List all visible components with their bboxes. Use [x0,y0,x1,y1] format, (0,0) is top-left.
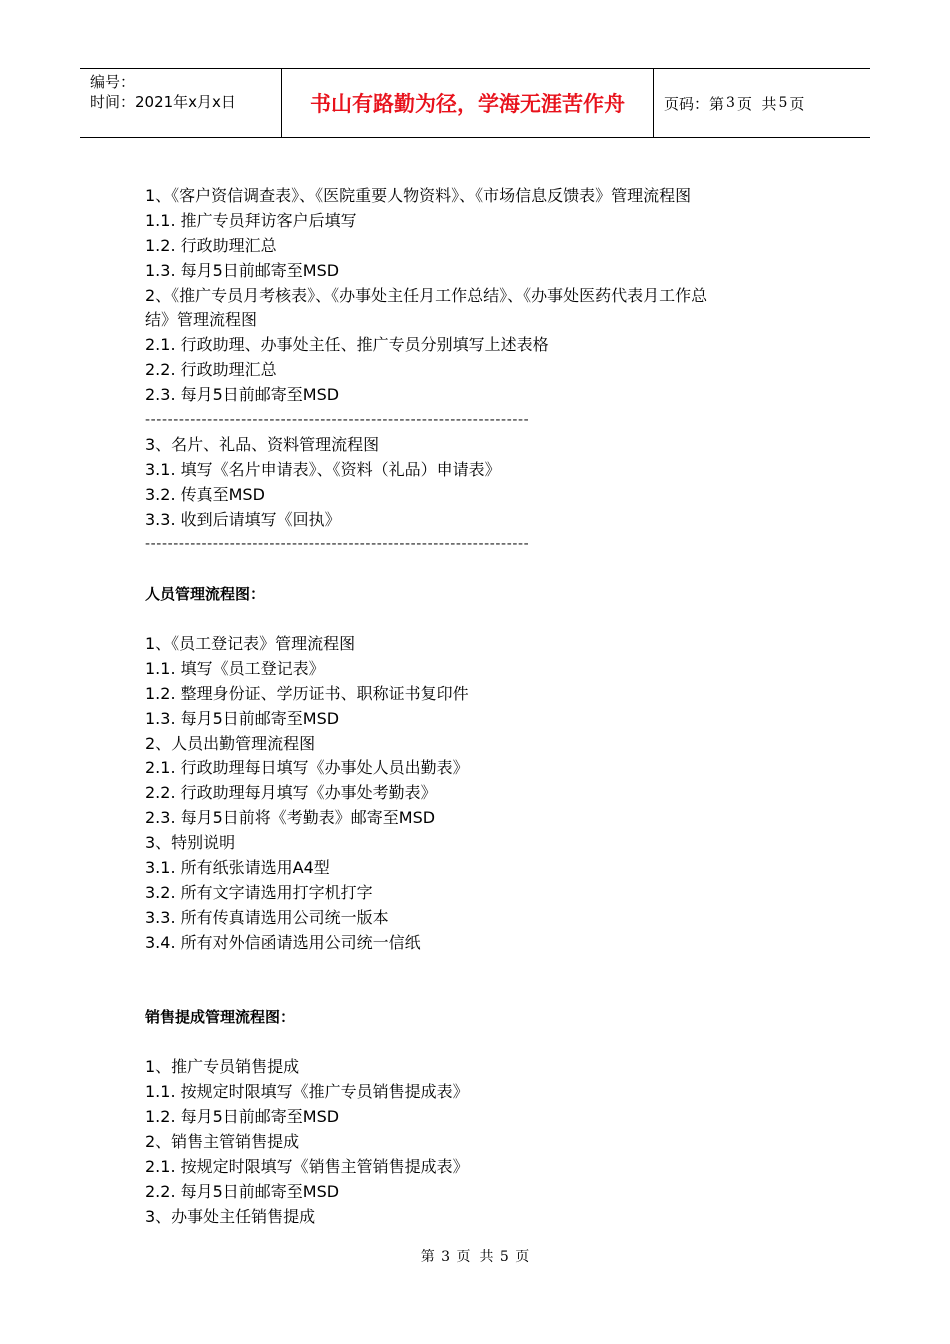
text-line: 3、办事处主任销售提成 [145,1206,316,1226]
text-line: 2.2. 行政助理每月填写《办事处考勤表》 [145,783,437,803]
footer-page-prefix: 第 [420,1249,435,1265]
text-line: 1.1. 推广专员拜访客户后填写 [145,210,357,230]
header-page-suffix: 页 [789,94,805,113]
document-time-label: 时间：2021年x月x日 [90,93,236,111]
document-number-label: 编号： [90,73,136,91]
text-line: 2.1. 按规定时限填写《销售主管销售提成表》 [145,1156,469,1176]
blank-line [145,607,845,632]
separator-line: -------------------------------------------------------------------- [145,536,530,553]
text-line: 3、名片、礼品、资料管理流程图 [145,434,380,454]
page-header [80,68,870,138]
header-motto: 书山有路勤为径，学海无涯苦作舟 [282,69,654,137]
text-line: 2、人员出勤管理流程图 [145,733,316,753]
text-line: 1.1. 按规定时限填写《推广专员销售提成表》 [145,1082,469,1102]
blank-line [145,981,845,1006]
text-line: 3.3. 所有传真请选用公司统一版本 [145,907,389,927]
text-line: 3.3. 收到后请填写《回执》 [145,509,341,529]
text-line: 2.1. 行政助理每日填写《办事处人员出勤表》 [145,758,469,778]
text-line: 2.1. 行政助理、办事处主任、推广专员分别填写上述表格 [145,335,549,355]
separator-line: -------------------------------------------------------------------- [145,412,530,429]
page-footer [0,1246,950,1266]
text-line: 2、销售主管销售提成 [145,1131,300,1151]
text-line: 1.3. 每月5日前邮寄至MSD [145,260,340,280]
text-line: 3.1. 填写《名片申请表》、《资料（礼品）申请表》 [145,459,501,479]
header-page-current: 3 [726,95,735,111]
text-line: 3、特别说明 [145,833,236,853]
text-line: 1.1. 填写《员工登记表》 [145,658,325,678]
text-line: 1、《员工登记表》管理流程图 [145,634,356,654]
text-line: 结》管理流程图 [145,310,258,330]
header-page-indicator [654,69,870,137]
blank-line [145,557,845,582]
text-line: 3.2. 传真至MSD [145,484,265,504]
footer-page-total: 5 [499,1249,509,1265]
text-line: 3.1. 所有纸张请选用A4型 [145,858,330,878]
text-line: 1、《客户资信调查表》、《医院重要人物资料》、《市场信息反馈表》管理流程图 [145,186,692,205]
blank-line [145,1030,845,1055]
text-line: 3.4. 所有对外信函请选用公司统一信纸 [145,932,421,952]
footer-page-suffix: 页 [515,1249,530,1265]
footer-page-current: 3 [441,1249,451,1265]
header-page-mid: 页 共 [736,94,777,113]
text-line: 1、推广专员销售提成 [145,1057,300,1077]
blank-line [145,956,845,981]
section-heading: 销售提成管理流程图： [145,1008,296,1027]
text-line: 1.2. 每月5日前邮寄至MSD [145,1106,340,1126]
text-line: 3.2. 所有文字请选用打字机打字 [145,882,373,902]
header-meta [80,69,282,137]
section-heading: 人员管理流程图： [145,585,266,604]
text-line: 2.3. 每月5日前邮寄至MSD [145,385,340,405]
text-line: 2.3. 每月5日前将《考勤表》邮寄至MSD [145,808,436,828]
header-page-prefix: 页码：第 [664,94,725,113]
text-line: 2.2. 每月5日前邮寄至MSD [145,1181,340,1201]
text-line: 1.2. 行政助理汇总 [145,235,277,255]
text-line: 2、《推广专员月考核表》、《办事处主任月工作总结》、《办事处医药代表月工作总 [145,285,708,305]
text-line: 1.2. 整理身份证、学历证书、职称证书复印件 [145,683,469,703]
header-page-total: 5 [778,95,788,111]
document-body [145,184,845,1229]
footer-page-mid: 页 共 [456,1249,494,1265]
text-line: 2.2. 行政助理汇总 [145,360,277,380]
text-line: 1.3. 每月5日前邮寄至MSD [145,708,340,728]
